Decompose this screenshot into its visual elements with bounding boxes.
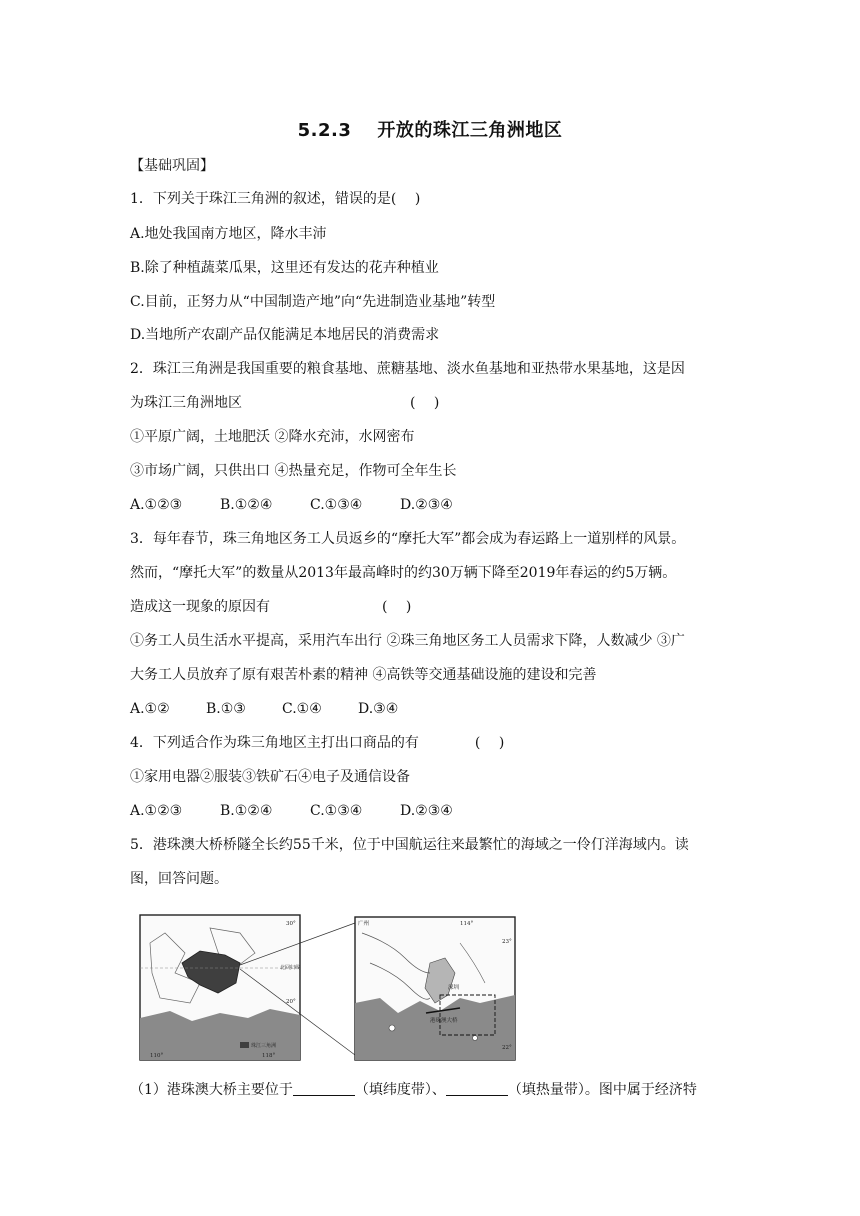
q4-option-c: C.①③④ (310, 803, 363, 819)
q2-statements-2: ③市场广阔，只供出口 ④热量充足，作物可全年生长 (130, 463, 457, 479)
q3-option-c: C.①④ (282, 701, 322, 717)
q2-stem-line2: 为珠江三角洲地区 ( ) (130, 395, 440, 411)
map-label-30: 30° (286, 921, 296, 927)
q4-options (130, 801, 742, 821)
title-text: 开放的珠江三角洲地区 (377, 120, 563, 141)
map-label-114: 114° (460, 921, 474, 927)
q5-stem-line2: 图，回答问题。 (130, 871, 228, 887)
q5-sub1-part-b: （填纬度带）、 (354, 1082, 446, 1098)
map-label-23: 23° (502, 939, 512, 945)
q5-sub1-part-c: （填热量带）。图中属于经济特 (507, 1082, 697, 1098)
map-label-20: 20° (286, 999, 296, 1005)
q5-sub1 (130, 1080, 742, 1100)
section-heading: 【基础巩固】 (130, 158, 214, 174)
q4-statements: ①家用电器②服装③铁矿石④电子及通信设备 (130, 769, 410, 785)
q5-sub1-part-a: （1）港珠澳大桥主要位于 (130, 1082, 293, 1098)
pearl-river-delta-map-figure (130, 903, 730, 1073)
q2-statements-1: ①平原广阔，土地肥沃 ②降水充沛，水网密布 (130, 429, 415, 445)
map-label-22: 22° (502, 1045, 512, 1051)
q3-option-a: A.①② (130, 701, 170, 717)
q3-stem-line1: 3．每年春节，珠三角地区务工人员返乡的“摩托大军”都会成为春运路上一道别样的风景。 (130, 531, 686, 547)
q1-option-d: D.当地所产农副产品仅能满足本地居民的消费需求 (130, 327, 440, 343)
q1-option-c: C.目前，正努力从“中国制造产地”向“先进制造业基地”转型 (130, 294, 496, 310)
page-title (0, 116, 860, 142)
q2-options (130, 495, 742, 515)
q2-option-d: D.②③④ (400, 497, 453, 513)
q4-option-a: A.①②③ (130, 803, 183, 819)
q3-option-d: D.③④ (358, 701, 399, 717)
map-label-118: 118° (262, 1053, 276, 1059)
answer-blank-2[interactable] (446, 1081, 508, 1096)
q4-stem: 4．下列适合作为珠三角地区主打出口商品的有 ( ) (130, 735, 505, 751)
map-label-guangzhou: 广州 (358, 921, 370, 927)
q1-option-a: A.地处我国南方地区，降水丰沛 (130, 226, 327, 242)
q3-statements-1: ①务工人员生活水平提高，采用汽车出行 ②珠三角地区务工人员需求下降，人数减少 ③广 (130, 633, 685, 649)
q3-options (130, 699, 742, 719)
q2-option-b: B.①②④ (220, 497, 273, 513)
q4-option-d: D.②③④ (400, 803, 453, 819)
q3-option-b: B.①③ (206, 701, 246, 717)
detail-map (355, 917, 515, 1060)
q5-stem-line1: 5．港珠澳大桥桥隧全长约55千米，位于中国航运往来最繁忙的海域之一伶仃洋海域内。读 (130, 837, 689, 853)
q3-stem-line2: 然而，“摩托大军”的数量从2013年最高峰时的约30万辆下降至2019年春运的约5万辆。 (130, 565, 677, 581)
q3-stem-line3: 造成这一现象的原因有 ( ) (130, 599, 412, 615)
answer-blank-1[interactable] (293, 1081, 355, 1096)
q2-stem-line1: 2．珠江三角洲是我国重要的粮食基地、蔗糖基地、淡水鱼基地和亚热带水果基地，这是因 (130, 361, 685, 377)
legend-text: 珠江三角洲 (251, 1043, 277, 1049)
map-label-tropic: 北回归线 (280, 965, 301, 971)
map-label-shenzhen: 深圳 (448, 985, 460, 991)
overview-map (140, 915, 355, 1060)
q3-statements-2: 大务工人员放弃了原有艰苦朴素的精神 ④高铁等交通基础设施的建设和完善 (130, 667, 597, 683)
q2-option-c: C.①③④ (310, 497, 363, 513)
map-label-110: 110° (150, 1053, 164, 1059)
q2-option-a: A.①②③ (130, 497, 183, 513)
q1-option-b: B.除了种植蔬菜瓜果，这里还有发达的花卉种植业 (130, 260, 439, 276)
q4-option-b: B.①②④ (220, 803, 273, 819)
q1-stem: 1．下列关于珠江三角洲的叙述，错误的是( ) (130, 191, 421, 207)
title-number: 5.2.3 (297, 120, 352, 141)
legend-swatch (240, 1042, 249, 1048)
map-label-bridge: 港珠澳大桥 (430, 1018, 458, 1024)
